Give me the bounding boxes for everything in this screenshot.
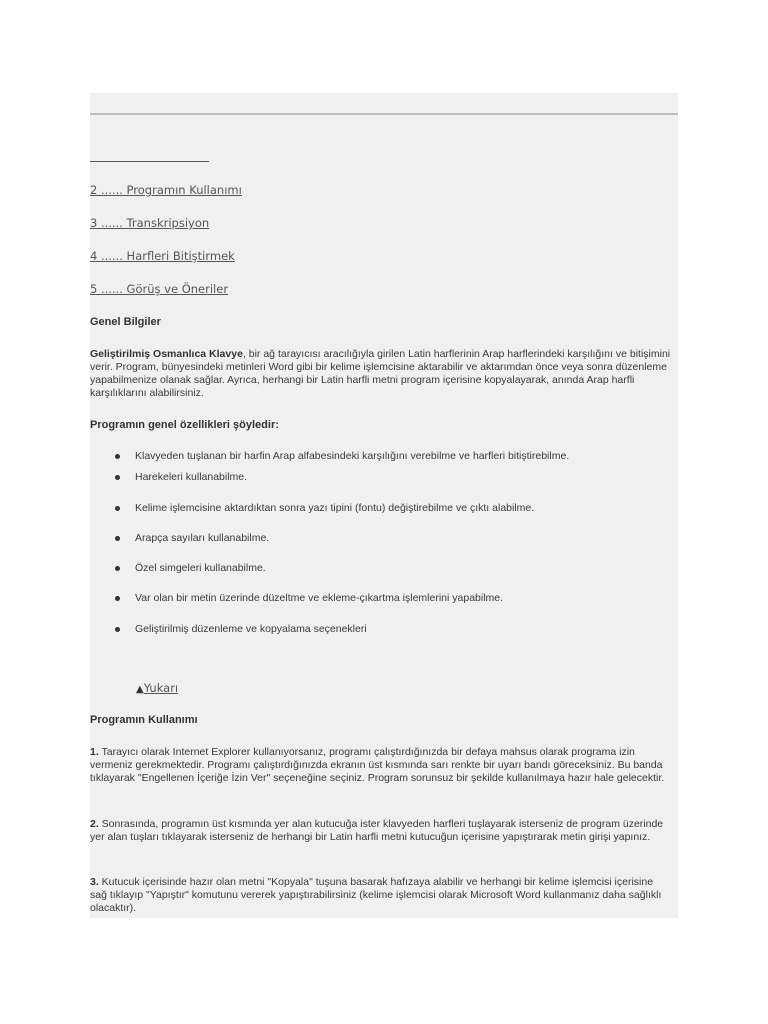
list-item <box>135 471 247 483</box>
feature-text: Geliştirilmiş düzenleme ve kopyalama seçenekleri <box>135 623 367 635</box>
up-arrow-icon: ▲ <box>136 684 144 695</box>
feature-text: Arapça sayıları kullanabilme. <box>135 532 270 544</box>
step-number: 2. <box>90 818 99 830</box>
list-item <box>135 592 503 604</box>
step-paragraph-3 <box>90 876 672 915</box>
list-item <box>135 562 266 574</box>
list-item <box>135 623 367 635</box>
features-heading: Programın genel özellikleri şöyledir: <box>90 419 279 431</box>
intro-paragraph <box>90 348 672 400</box>
step-text: Sonrasında, programın üst kısmında yer alan kutucuğa ister klavyeden harfleri tuşlayarak isterseniz de program üzerinde yer alan tuşları tıklayarak isterseniz de herhangi bir Latin harfli metni kutucuğun içerisine yapıştırarak metin girişi yapınız. <box>90 818 664 843</box>
feature-text: Var olan bir metin üzerinde düzeltme ve ekleme-çıkartma işlemlerini yapabilme. <box>135 592 504 604</box>
bullet-icon <box>115 454 120 459</box>
toc-link-kullanim[interactable]: 2 ...... Programın Kullanımı <box>90 183 242 197</box>
step-text: Kutucuk içerisinde hazır olan metni "Kopyala" tuşuna basarak hafızaya alabilir ve herhangi bir kelime işlemcisi içerisine sağ tıklayıp "Yapıştır" komutunu vererek yapıştırabilirsiniz (kelime işlemcisi olarak Microsoft Word kullanmanız daha sağlıklı olacaktır). <box>90 876 662 914</box>
feature-text: Klavyeden tuşlanan bir harfin Arap alfabesindeki karşılığını verebilme ve harfleri bitiştirebilme. <box>135 450 570 462</box>
back-to-top-label: Yukarı <box>143 681 179 695</box>
step-number: 1. <box>90 746 99 758</box>
bullet-icon <box>115 566 120 571</box>
bullet-icon <box>115 536 120 541</box>
toc-link-gorus[interactable]: 5 ...... Görüş ve Öneriler <box>90 282 229 296</box>
step-number: 3. <box>90 876 99 888</box>
intro-text: , bir ağ tarayıcısı aracılığıyla girilen Latin harflerinin Arap harflerindeki karşılığını ve bitişimini verir. Program, bünyesindeki metinleri Word gibi bir kelime işlemcisine aktarabilir ve aktarımdan önce veya sonra düzenleme yapabilmenize olanak sağlar. Ayrıca, herhangi bir Latin harfli metni program içerisine kopyalayarak, anında Arap harfli karşılıklarını alabilirsiniz. <box>90 348 671 399</box>
feature-text: Harekeleri kullanabilme. <box>135 471 248 483</box>
section-heading-kullanim: Programın Kullanımı <box>90 714 198 726</box>
list-item <box>135 450 569 462</box>
intro-bold: Geliştirilmiş Osmanlıca Klavye <box>90 348 243 360</box>
feature-text: Özel simgeleri kullanabilme. <box>135 562 266 574</box>
back-to-top-link[interactable] <box>136 681 178 695</box>
step-paragraph-1 <box>90 746 672 785</box>
toc-link-transkripsiyon[interactable]: 3 ...... Transkripsiyon <box>90 216 210 230</box>
step-paragraph-2 <box>90 818 672 844</box>
bullet-icon <box>115 506 120 511</box>
bullet-icon <box>115 475 120 480</box>
step-text: Tarayıcı olarak Internet Explorer kullanıyorsanız, programı çalıştırdığınızda bir defaya mahsus olarak programa izin vermeniz gerekmektedir. Programı çalıştırdığınızda ekranın üst kısmında sarı renkte bir uyarı bandı göreceksiniz. Bu banda tıklayarak "Engellenen İçeriğe İzin Ver" seçeneğine seçiniz. Program sorunsuz bir şekilde kullanılmaya hazır hale gelecektir. <box>90 746 665 784</box>
feature-text: Kelime işlemcisine aktardıktan sonra yazı tipini (fontu) değiştirebilme ve çıktı alabilme. <box>135 502 535 514</box>
list-item <box>135 502 534 514</box>
bullet-icon <box>115 596 120 601</box>
toc-link-bitistirmek[interactable]: 4 ...... Harfleri Bitiştirmek <box>90 249 235 263</box>
bullet-icon <box>115 627 120 632</box>
short-divider <box>90 161 209 162</box>
list-item <box>135 532 269 544</box>
top-divider <box>90 113 678 115</box>
section-heading-genel: Genel Bilgiler <box>90 316 161 328</box>
document-page <box>90 93 678 918</box>
